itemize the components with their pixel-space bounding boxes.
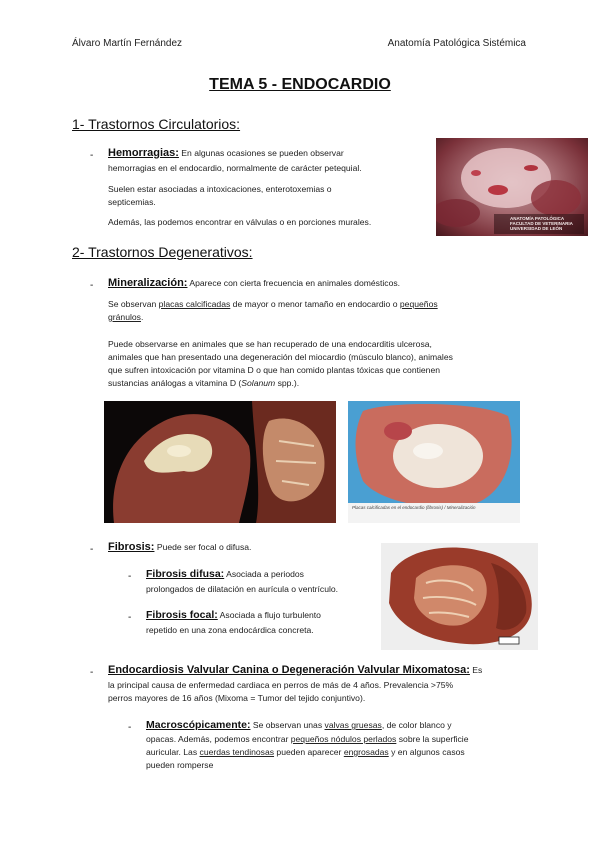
section-heading-degenerativos: 2- Trastornos Degenerativos: <box>72 244 253 260</box>
fibrosis-focal-label: Fibrosis focal: <box>146 609 218 621</box>
text-span: , de color blanco y <box>381 720 452 730</box>
mineralization-valve-image <box>348 401 520 523</box>
text-span: sustancias análogas a vitamina D ( <box>108 378 242 388</box>
header-subject: Anatomía Patológica Sistémica <box>387 38 526 49</box>
term-valvas-gruesas: valvas gruesas <box>324 720 382 730</box>
header-author: Álvaro Martín Fernández <box>72 38 183 49</box>
text-span: Asociada a flujo turbulento <box>217 610 321 620</box>
fibrosis-line1: Puede ser focal o difusa. <box>154 542 252 552</box>
hemorragias-line2: hemorragias en el endocardio, normalmente de carácter petequial. <box>108 163 362 173</box>
mineralizacion-p3-line1: Puede observarse en animales que se han recuperado de una endocarditis ulcerosa, <box>108 339 432 349</box>
text-span: de mayor o menor tamaño en endocardio o <box>230 299 400 309</box>
fibrosis-difusa-label: Fibrosis difusa: <box>146 568 225 580</box>
mineralizacion-p2-line1 <box>108 298 438 311</box>
text-span: auricular. Las <box>146 747 200 757</box>
macro-label: Macroscópicamente: <box>146 719 251 731</box>
macro-line4: pueden romperse <box>146 760 214 770</box>
hemorragias-block <box>108 147 428 160</box>
text-span: pueden aparecer <box>274 747 344 757</box>
text-span: sobre la superficie <box>396 734 469 744</box>
fibrosis-heart-image <box>381 543 538 650</box>
hemorrhage-image-caption: ANATOMÍA PATOLÓGICA FACULTAD DE VETERINARIA UNIVERSIDAD DE LEÓN <box>510 216 573 231</box>
mineralizacion-p3-line2: animales que han presentado una degeneración del miocardio (músculo blanco), animales <box>108 352 453 362</box>
term-cuerdas-tendinosas: cuerdas tendinosas <box>199 747 275 757</box>
bullet-dash: - <box>128 571 132 582</box>
term-nodulos-perlados: pequeños nódulos perlados <box>290 734 397 744</box>
mineralization-heart-svg <box>104 401 336 523</box>
text-span: Se observan unas <box>250 720 325 730</box>
bullet-dash: - <box>128 722 132 733</box>
bullet-dash: - <box>128 612 132 623</box>
hemorrhage-heart-image <box>436 138 588 236</box>
fibrosis-block <box>108 541 251 554</box>
fibrosis-focal-line2: repetido en una zona endocárdica concreta. <box>146 625 314 635</box>
term-solanum: Solanum <box>241 378 276 388</box>
text-span: opacas. Además, podemos encontrar <box>146 734 291 744</box>
macro-line2 <box>146 733 469 746</box>
fibrosis-difusa-line1 <box>146 568 304 581</box>
mineralizacion-p2-line2 <box>108 311 143 324</box>
fibrosis-heart-svg <box>381 543 538 650</box>
text-span: y en algunos casos <box>388 747 465 757</box>
endocardiosis-line1 <box>108 664 568 677</box>
endocardiosis-label: Endocardiosis Valvular Canina o Degeneración Valvular Mixomatosa: <box>108 664 470 676</box>
hemorragias-p2-line1: Suelen estar asociadas a intoxicaciones, enterotoxemias o <box>108 184 332 194</box>
term-granulos: gránulos <box>108 312 141 322</box>
hemorragias-line1: En algunas ocasiones se pueden observar <box>178 148 344 158</box>
text-span: spp.). <box>275 378 300 388</box>
mineralizacion-block <box>108 277 568 290</box>
bullet-dash: - <box>90 150 94 161</box>
hemorragias-p2-line2: septicemias. <box>108 197 156 207</box>
endocardiosis-line3: perros mayores de 16 años (Mixoma = Tumor del tejido conjuntivo). <box>108 693 366 703</box>
term-pequenos: pequeños <box>399 299 438 309</box>
term-engrosadas: engrosadas <box>343 747 389 757</box>
hemorragias-p3: Además, las podemos encontrar en válvulas o en porciones murales. <box>108 217 372 227</box>
bullet-dash: - <box>90 667 94 678</box>
endocardiosis-line2: la principal causa de enfermedad cardiaca en perros de más de 4 años. Prevalencia >75% <box>108 680 454 690</box>
mineralizacion-p3-line3: que sufren intoxicación por vitamina D o que han comido plantas tóxicas que contienen <box>108 365 441 375</box>
mineralizacion-line1: Aparece con cierta frecuencia en animales domésticos. <box>187 278 401 288</box>
bullet-dash: - <box>90 544 94 555</box>
macro-line3 <box>146 746 465 759</box>
term-placas-calcificadas: placas calcificadas <box>158 299 231 309</box>
mineralization-heart-image <box>104 401 336 523</box>
text-span: . <box>140 312 144 322</box>
text-span: Asociada a periodos <box>224 569 304 579</box>
text-span: Se observan <box>108 299 159 309</box>
section-heading-circulatorios: 1- Trastornos Circulatorios: <box>72 116 241 132</box>
mineralizacion-label: Mineralización: <box>108 277 188 289</box>
fibrosis-focal-line1 <box>146 609 321 622</box>
valve-image-caption: Placas calcificadas en el endocardio (fibrosis) / Mineralización <box>352 505 476 510</box>
bullet-dash: - <box>90 280 94 291</box>
fibrosis-label: Fibrosis: <box>108 541 155 553</box>
fibrosis-difusa-line2: prolongados de dilatación en aurícula o ventrículo. <box>146 584 339 594</box>
hemorragias-label: Hemorragias: <box>108 147 179 159</box>
macro-line1 <box>146 719 452 732</box>
text-span: Es <box>469 665 483 675</box>
mineralizacion-p3-line4 <box>108 377 299 390</box>
page-title: TEMA 5 - ENDOCARDIO <box>209 76 391 93</box>
